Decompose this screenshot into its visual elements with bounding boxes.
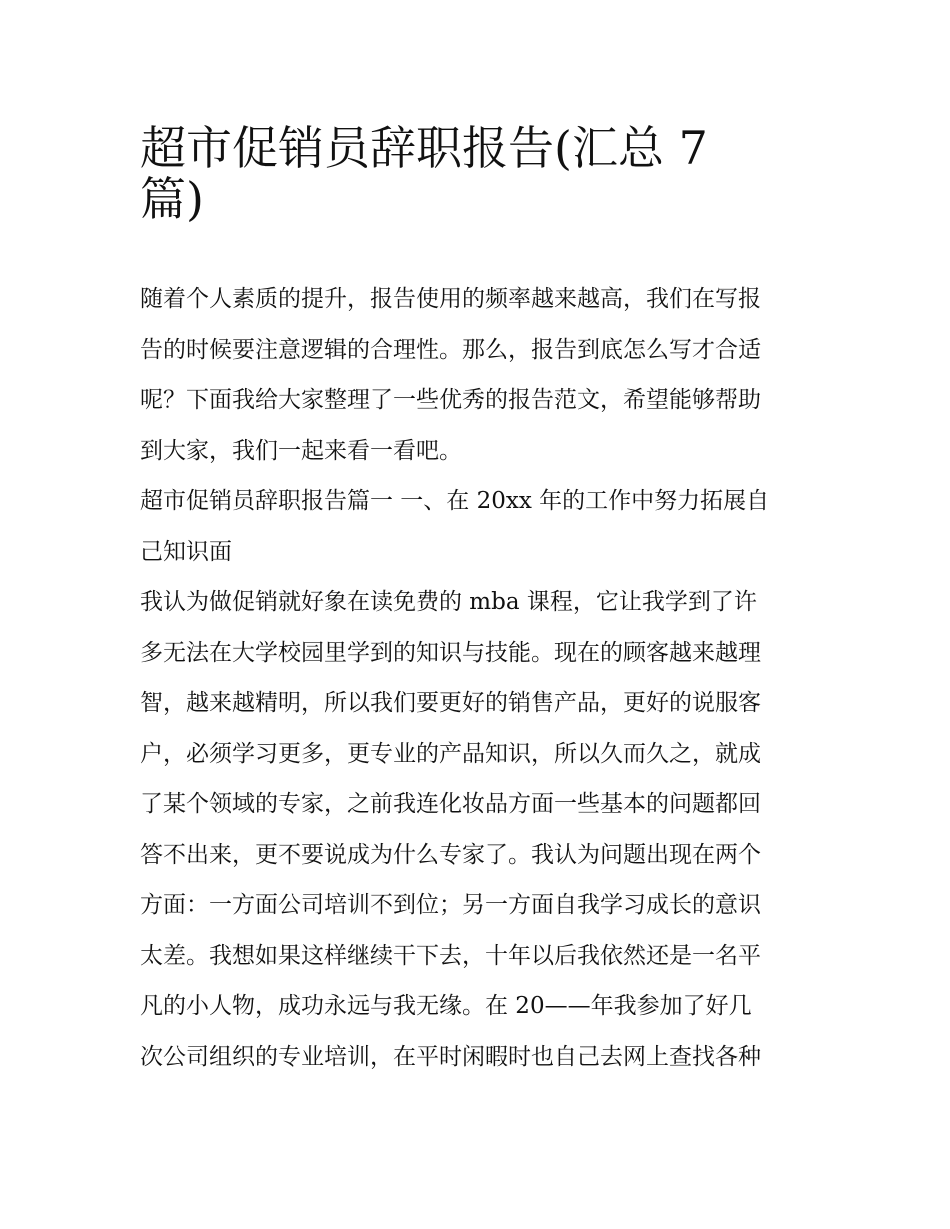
body-line: 智，越来越精明，所以我们要更好的销售产品，更好的说服客 (140, 690, 761, 716)
body-line: 太差。我想如果这样继续干下去，十年以后我依然还是一名平 (140, 942, 761, 969)
body-line: 多无法在大学校园里学到的知识与技能。现在的顾客越来越理 (140, 639, 761, 666)
body-line: 随着个人素质的提升，报告使用的频率越来越高，我们在写报 (140, 286, 761, 312)
body-line: 次公司组织的专业培训，在平时闲暇时也自己去网上查找各种 (140, 1043, 761, 1070)
body-line: 凡的小人物，成功永远与我无缘。在 20——年我参加了好几 (140, 993, 752, 1019)
body-line: 了某个领域的专家，之前我连化妆品方面一些基本的问题都回 (140, 791, 761, 817)
title-line-2: 篇) (140, 171, 204, 226)
body-line: 我认为做促销就好象在读免费的 mba 课程，它让我学到了许 (140, 589, 757, 615)
body-line: 呢？下面我给大家整理了一些优秀的报告范文，希望能够帮助 (140, 387, 761, 413)
document-title (140, 110, 780, 226)
body-line: 答不出来，更不要说成为什么专家了。我认为问题出现在两个 (140, 841, 761, 868)
section-heading-line: 超市促销员辞职报告篇一 一、在 20xx 年的工作中努力拓展自 (140, 488, 770, 514)
body-line: 告的时候要注意逻辑的合理性。那么，报告到底怎么写才合适 (140, 336, 761, 363)
body-line: 户，必须学习更多，更专业的产品知识，所以久而久之，就成 (140, 740, 761, 767)
body-line: 方面：一方面公司培训不到位；另一方面自我学习成长的意识 (140, 892, 761, 918)
body-line: 到大家，我们一起来看一看吧。 (140, 437, 462, 464)
section-heading-line: 己知识面 (140, 538, 232, 565)
title-line-1: 超市促销员辞职报告(汇总 7 (140, 121, 708, 175)
document-body (140, 274, 812, 1082)
